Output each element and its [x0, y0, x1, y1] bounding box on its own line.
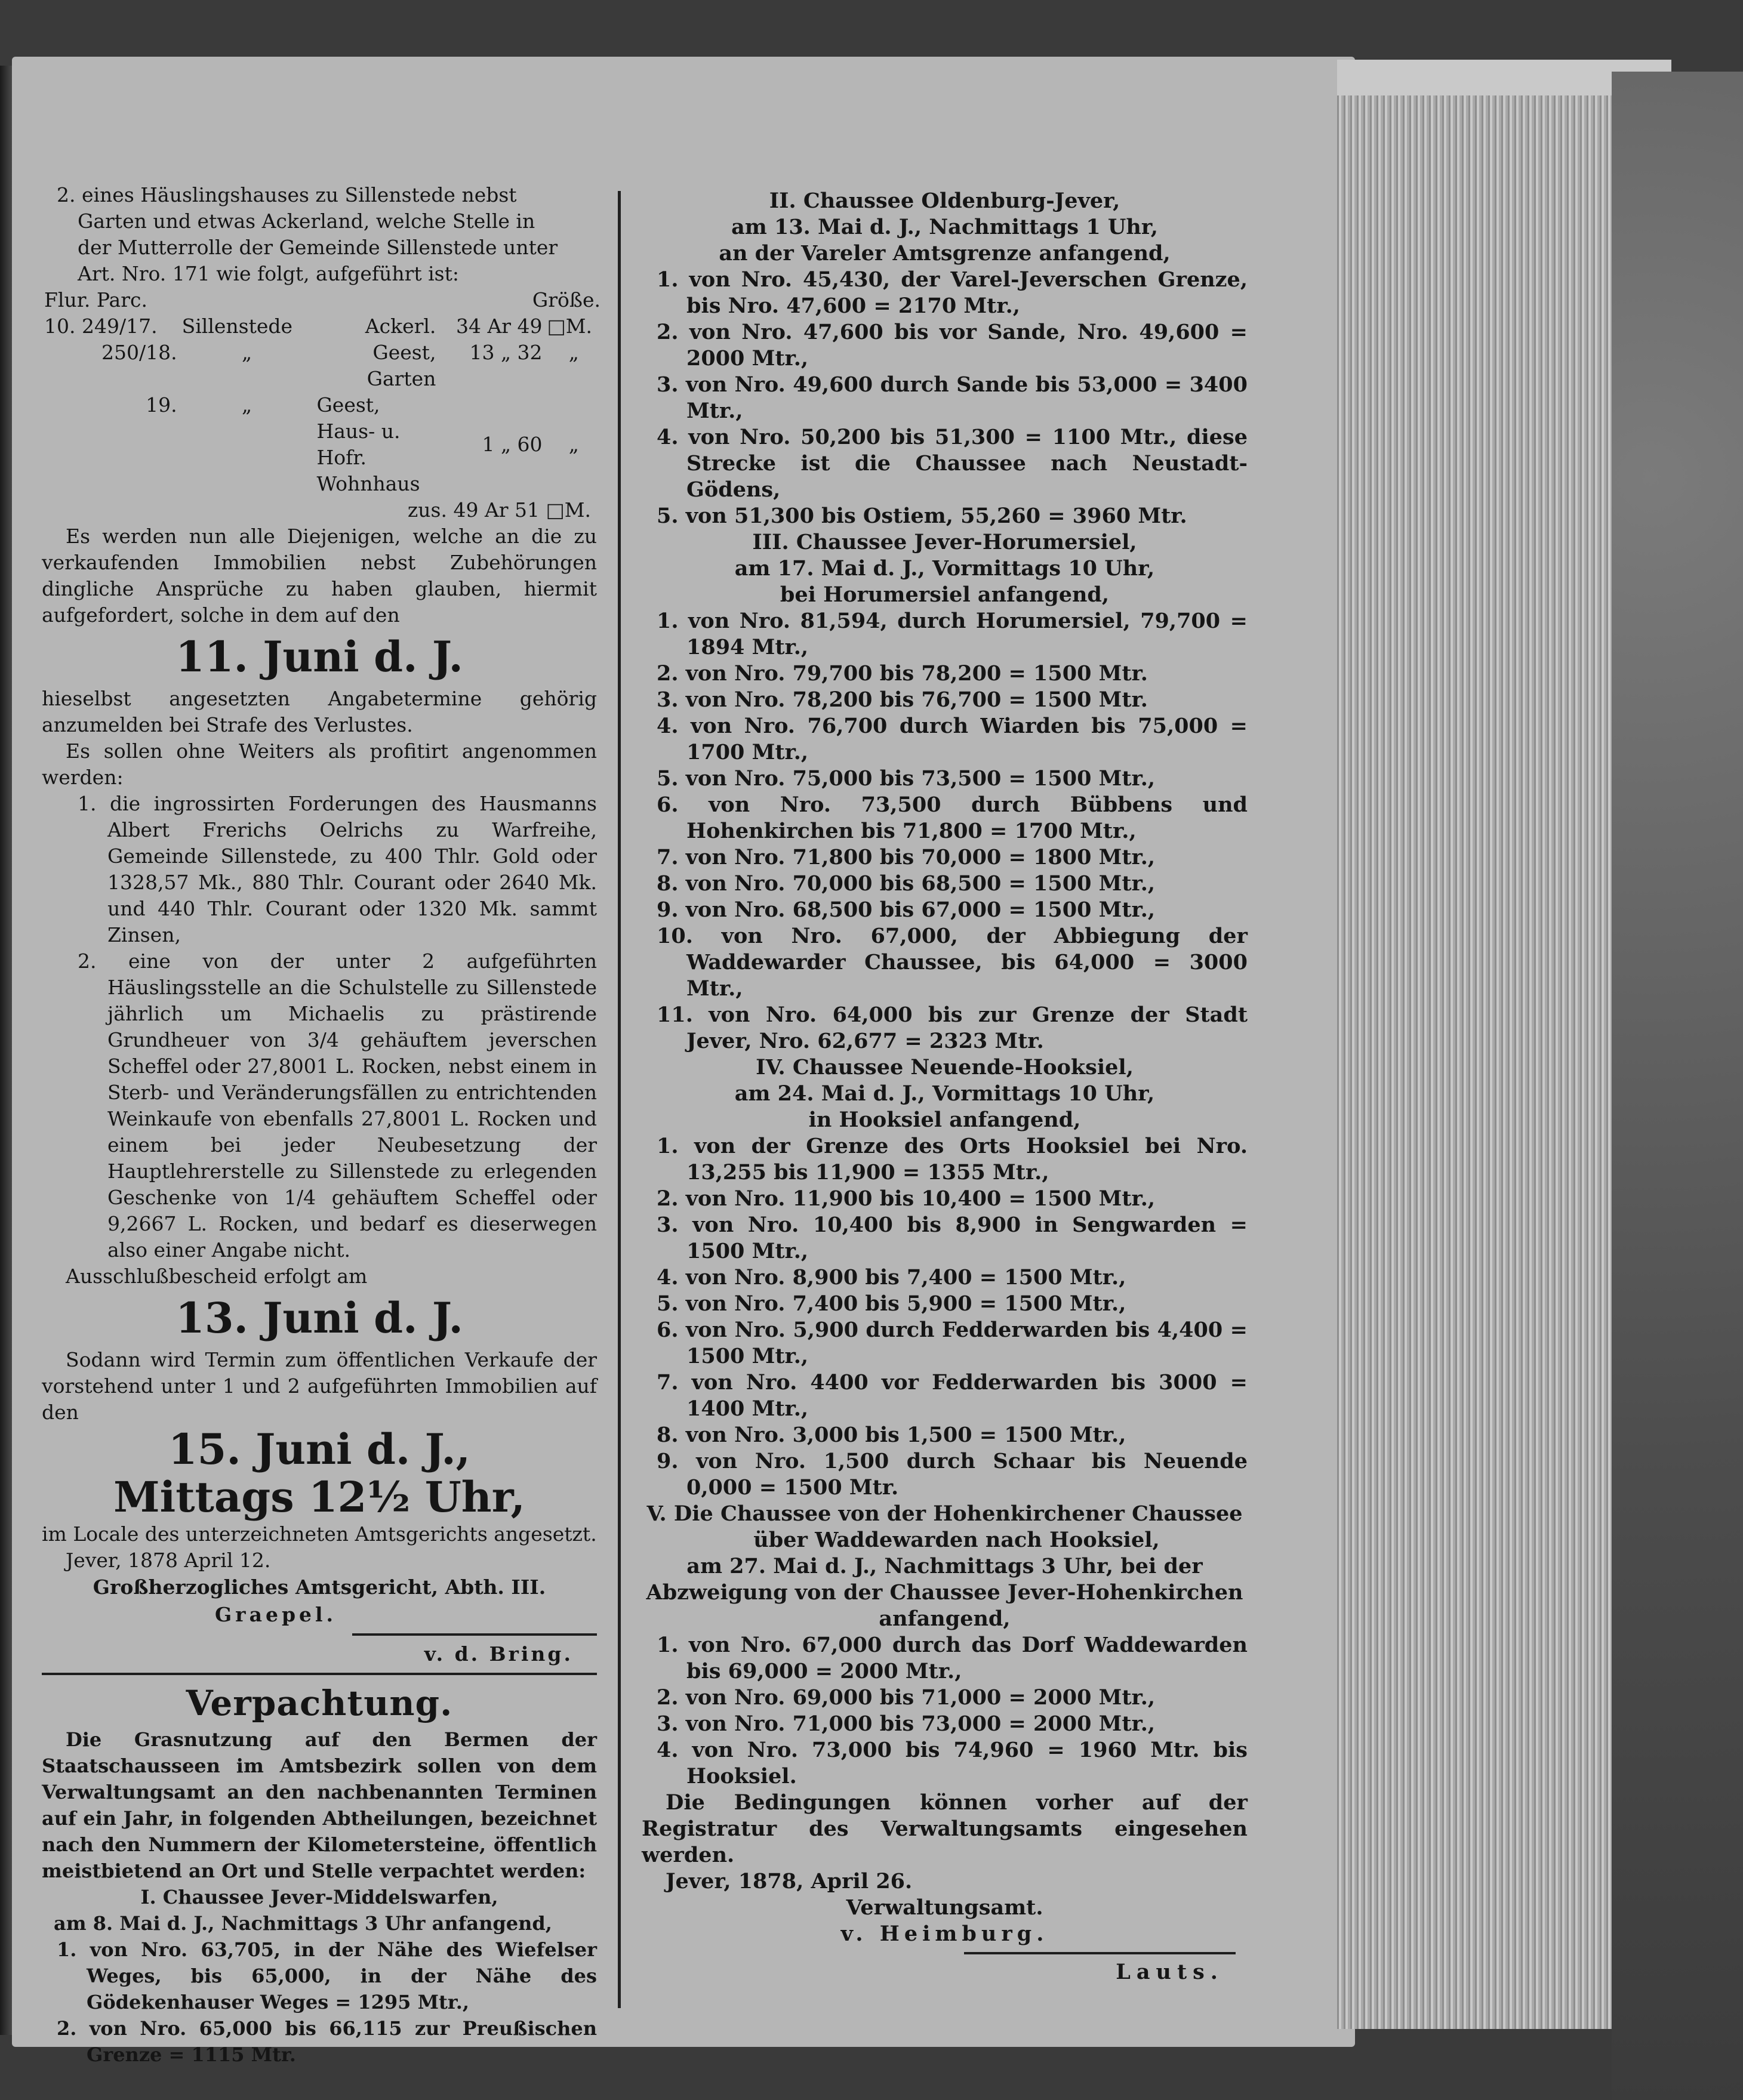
parcel-place: Sillenstede: [181, 314, 293, 338]
right-column: [642, 188, 1248, 1985]
item2-block: [42, 182, 597, 287]
parcel-kind: Geest, Haus- u. Hofr. Wohnhaus: [316, 393, 420, 495]
lease-text: Die Grasnutzung auf den Bermen der Staatschausseen im Amtsbezirk sollen von dem Verwaltungsamt an den nachbenannten Terminen auf ein Jahr, in folgenden Abtheilungen, bezeichnet nach den Nummern der Kilometersteine, öffentlich meistbietend an Ort und Stelle verpachtet werden:: [42, 1728, 597, 1882]
parcel-place: „: [241, 341, 252, 364]
parcel-area: 1 „ 60: [482, 433, 543, 456]
lease-item: 4. von Nro. 8,900 bis 7,400 = 1500 Mtr.,: [657, 1265, 1126, 1290]
book-cover: [1612, 72, 1743, 2100]
lease-item: 4. von Nro. 50,200 bis 51,300 = 1100 Mtr., diese Strecke ist die Chaussee nach Neustadt-Gödens,: [657, 425, 1248, 502]
parcel-area: 34 Ar 49: [455, 314, 543, 338]
lease-item: 3. von Nro. 49,600 durch Sande bis 53,000 = 3400 Mtr.,: [657, 372, 1248, 423]
date-heading: 13. Juni d. J.: [175, 1293, 463, 1343]
date-heading: 15. Juni d. J.,: [168, 1424, 471, 1474]
item2-line: der Mutterrolle der Gemeinde Sillenstede unter: [78, 236, 558, 259]
parcel-nr: 10. 249/17.: [44, 314, 158, 338]
signer-signature: v. Heimburg.: [840, 1922, 1049, 1946]
section-start: an der Vareler Amtsgrenze anfangend,: [719, 241, 1171, 266]
clerk-signature: Lauts.: [1116, 1960, 1224, 1984]
lease-item: 7. von Nro. 71,800 bis 70,000 = 1800 Mtr.,: [657, 845, 1156, 869]
lease-item: 9. von Nro. 68,500 bis 67,000 = 1500 Mtr.,: [657, 898, 1156, 922]
date-heading: Mittags 12½ Uhr,: [113, 1472, 525, 1522]
item2-line: Art. Nro. 171 wie folgt, aufgeführt ist:: [78, 262, 459, 285]
lease-item: 8. von Nro. 3,000 bis 1,500 = 1500 Mtr.,: [657, 1423, 1126, 1447]
parcel-sum-row: [42, 497, 603, 523]
lease-item: 3. von Nro. 71,000 bis 73,000 = 2000 Mtr.,: [657, 1712, 1156, 1736]
lease-item: 10. von Nro. 67,000, der Abbiegung der Waddewarder Chaussee, bis 64,000 = 3000 Mtr.,: [657, 924, 1248, 1001]
parcel-place: „: [241, 393, 252, 417]
parcel-nr: 19.: [146, 393, 177, 417]
parcel-table-header: [42, 287, 603, 313]
column-divider: [618, 191, 621, 2008]
signature-rule: [352, 1633, 597, 1636]
paragraph: im Locale des unterzeichneten Amtsgerichts angesetzt.: [42, 1522, 597, 1546]
judge-signature: Graepel.: [215, 1603, 337, 1626]
parcel-header-flur: Flur. Parc.: [44, 288, 147, 312]
parcel-kind: Geest, Garten: [367, 341, 436, 390]
lease-item: 3. von Nro. 10,400 bis 8,900 in Sengwarden = 1500 Mtr.,: [657, 1213, 1248, 1263]
lease-heading: Verpachtung.: [186, 1683, 453, 1723]
lease-item: 5. von Nro. 75,000 bis 73,500 = 1500 Mtr.,: [657, 766, 1156, 791]
paragraph: hieselbst angesetzten Angabetermine gehörig anzumelden bei Strafe des Verlustes.: [42, 687, 597, 736]
parcel-unit: „: [568, 433, 579, 456]
claim-item: 1. die ingrossirten Forderungen des Hausmanns Albert Frerichs Oelrichs zu Warfreihe, Gemeinde Sillenstede, zu 400 Thlr. Gold oder 1328,57 Mk., 880 Thlr. Courant oder 2640 Mk. und 440 Thlr. Courant oder 1320 Mk. sammt Zinsen,: [78, 792, 597, 946]
section-title: II. Chaussee Oldenburg-Jever,: [769, 189, 1120, 213]
section-start: bei Horumersiel anfangend,: [780, 582, 1110, 607]
section-date: am 24. Mai d. J., Vormittags 10 Uhr,: [734, 1081, 1155, 1106]
lease-item: 1. von Nro. 81,594, durch Horumersiel, 79,700 = 1894 Mtr.,: [657, 609, 1248, 659]
lease-item: 1. von Nro. 67,000 durch das Dorf Waddewarden bis 69,000 = 2000 Mtr.,: [657, 1633, 1248, 1683]
parcel-table: [42, 287, 603, 523]
parcel-header-size: Größe.: [532, 288, 600, 312]
lease-item: 7. von Nro. 4400 vor Fedderwarden bis 3000 = 1400 Mtr.,: [657, 1370, 1248, 1421]
section-title: III. Chaussee Jever-Horumersiel,: [752, 530, 1137, 554]
date-heading: 11. Juni d. J.: [175, 632, 463, 682]
lease-item: 5. von 51,300 bis Ostiem, 55,260 = 3960 Mtr.: [657, 504, 1187, 528]
table-row: [42, 313, 603, 340]
table-row: [42, 340, 603, 392]
lease-item: 9. von Nro. 1,500 durch Schaar bis Neuende 0,000 = 1500 Mtr.: [657, 1449, 1248, 1500]
lease-item: 1. von Nro. 63,705, in der Nähe des Wiefelser Weges, bis 65,000, in der Nähe des Gödekenhauser Weges = 1295 Mtr.,: [57, 1938, 597, 2013]
section-title: IV. Chaussee Neuende-Hooksiel,: [756, 1055, 1134, 1080]
lease-item: 4. von Nro. 73,000 bis 74,960 = 1960 Mtr. bis Hooksiel.: [657, 1738, 1248, 1788]
section-date: am 8. Mai d. J., Nachmittags 3 Uhr anfangend,: [54, 1912, 552, 1935]
office-name: Verwaltungsamt.: [846, 1895, 1043, 1920]
section-title: V. Die Chaussee von der Hohenkirchener Chaussee über Waddewarden nach Hooksiel,: [646, 1501, 1243, 1552]
item2-line: 2. eines Häuslingshauses zu Sillenstede nebst: [57, 183, 517, 206]
section-start: in Hooksiel anfangend,: [808, 1108, 1081, 1132]
parcel-area: 13 „ 32: [469, 341, 543, 364]
lease-item: 1. von Nro. 45,430, der Varel-Jeverschen Grenze, bis Nro. 47,600 = 2170 Mtr.,: [657, 267, 1248, 318]
paragraph: Es werden nun alle Diejenigen, welche an die zu verkaufenden Immobilien nebst Zubehörungen dingliche Ansprüche zu haben glauben, hiermit aufgefordert, solche in dem auf den: [42, 525, 597, 627]
court-name: Großherzogliches Amtsgericht, Abth. III.: [93, 1575, 546, 1599]
lease-item: 5. von Nro. 7,400 bis 5,900 = 1500 Mtr.,: [657, 1291, 1126, 1316]
book-page-edges: [1337, 60, 1618, 2029]
paragraph: Es sollen ohne Weiters als profitirt angenommen werden:: [42, 739, 597, 789]
lease-item: 8. von Nro. 70,000 bis 68,500 = 1500 Mtr.,: [657, 871, 1156, 896]
closing-text: Die Bedingungen können vorher auf der Registratur des Verwaltungsamts eingesehen werden.: [642, 1790, 1248, 1867]
section-date: am 13. Mai d. J., Nachmittags 1 Uhr,: [731, 215, 1158, 239]
lease-item: 2. von Nro. 79,700 bis 78,200 = 1500 Mtr.: [657, 661, 1148, 686]
section-date: am 17. Mai d. J., Vormittags 10 Uhr,: [734, 556, 1155, 581]
parcel-nr: 250/18.: [101, 341, 177, 364]
section-title: I. Chaussee Jever-Middelswarfen,: [140, 1886, 498, 1908]
claim-item: 2. eine von der unter 2 aufgeführten Häuslingsstelle an die Schulstelle zu Sillenstede jährlich um Michaelis zu prästirende Grundheuer von 3/4 gehäuftem jeverschen Scheffel oder 27,8001 L. Rocken, nebst einem in Sterb- und Veränderungsfällen zu entrichtenden Weinkaufe von ebenfalls 27,8001 L. Rocken und einem bei jeder Neubesetzung der Hauptlehrerstelle zu Sillenstede zu erlegenden Geschenke von 1/4 gehäuftem Scheffel oder 9,2667 L. Rocken, und bedarf es dieserwegen also einer Angabe nicht.: [78, 949, 597, 1262]
parcel-unit: □M.: [547, 314, 593, 338]
lease-item: 2. von Nro. 47,600 bis vor Sande, Nro. 49,600 = 2000 Mtr.,: [657, 320, 1248, 371]
lease-item: 3. von Nro. 78,200 bis 76,700 = 1500 Mtr.: [657, 687, 1148, 712]
place-date: Jever, 1878 April 12.: [66, 1549, 271, 1572]
lease-item: 2. von Nro. 69,000 bis 71,000 = 2000 Mtr.,: [657, 1685, 1156, 1710]
parcel-unit: „: [568, 341, 579, 364]
section-date: am 27. Mai d. J., Nachmittags 3 Uhr, bei der Abzweigung von der Chaussee Jever-Hohenkirchen anfangend,: [646, 1554, 1243, 1631]
place-date: Jever, 1878, April 26.: [666, 1869, 913, 1894]
clerk-signature: v. d. Bring.: [424, 1642, 573, 1666]
left-column: [42, 182, 600, 2068]
lease-item: 6. von Nro. 73,500 durch Bübbens und Hohenkirchen bis 71,800 = 1700 Mtr.,: [657, 792, 1248, 843]
lease-item: 11. von Nro. 64,000 bis zur Grenze der Stadt Jever, Nro. 62,677 = 2323 Mtr.: [657, 1003, 1248, 1053]
parcel-kind: Ackerl.: [365, 314, 436, 338]
paragraph: Ausschlußbescheid erfolgt am: [66, 1265, 368, 1288]
paragraph: Sodann wird Termin zum öffentlichen Verkaufe der vorstehend unter 1 und 2 aufgeführten Immobilien auf den: [42, 1348, 597, 1424]
table-row: [42, 392, 603, 497]
signature-rule: [964, 1952, 1236, 1954]
lease-item: 1. von der Grenze des Orts Hooksiel bei Nro. 13,255 bis 11,900 = 1355 Mtr.,: [657, 1134, 1248, 1185]
lease-item: 2. von Nro. 65,000 bis 66,115 zur Preußischen Grenze = 1115 Mtr.: [57, 2017, 597, 2066]
lease-item: 2. von Nro. 11,900 bis 10,400 = 1500 Mtr.,: [657, 1186, 1156, 1211]
parcel-sum: zus. 49 Ar 51 □M.: [407, 498, 591, 522]
lease-item: 4. von Nro. 76,700 durch Wiarden bis 75,000 = 1700 Mtr.,: [657, 714, 1248, 764]
lease-item: 6. von Nro. 5,900 durch Fedderwarden bis 4,400 = 1500 Mtr.,: [657, 1318, 1248, 1368]
section-rule: [42, 1673, 597, 1675]
item2-line: Garten und etwas Ackerland, welche Stelle in: [78, 209, 535, 233]
